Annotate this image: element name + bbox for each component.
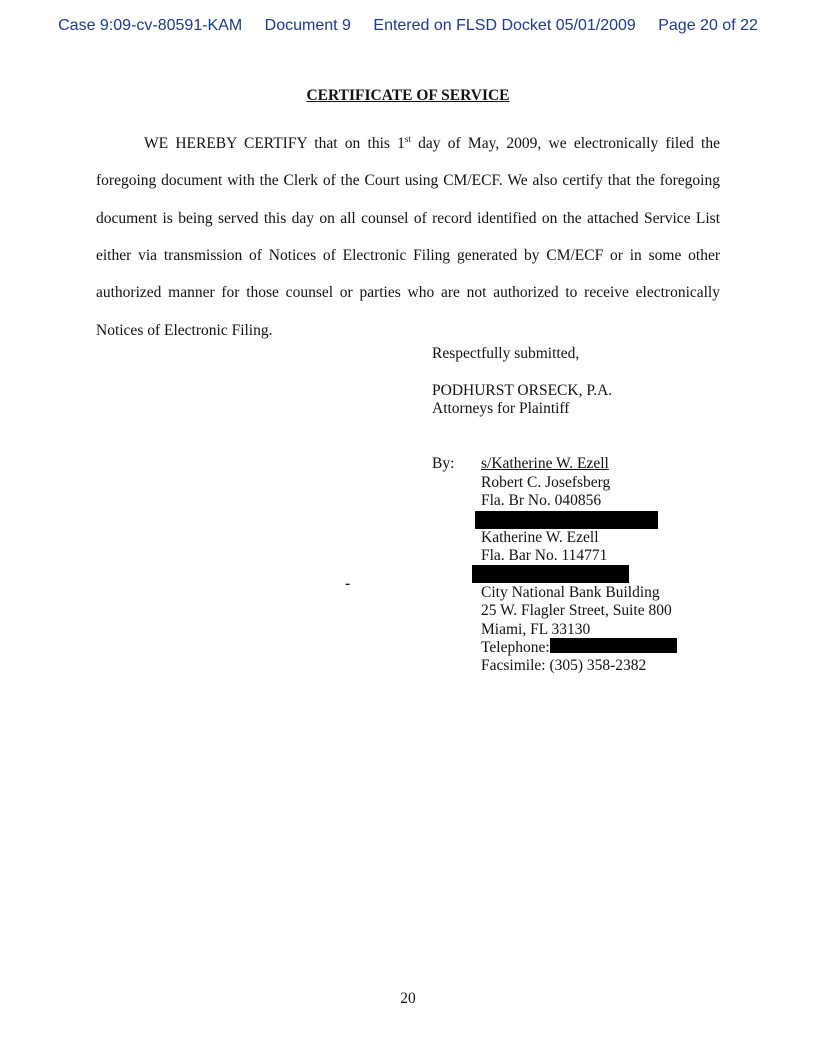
docket-header xyxy=(0,17,816,35)
page-indicator: Page 20 of 22 xyxy=(658,17,758,34)
firm-name: PODHURST ORSECK, P.A. xyxy=(432,382,613,399)
attorney2-bar: Fla. Bar No. 114771 xyxy=(481,547,608,564)
certificate-title: CERTIFICATE OF SERVICE xyxy=(306,87,510,104)
docket-entry: Entered on FLSD Docket 05/01/2009 xyxy=(373,17,636,34)
facsimile: Facsimile: (305) 358-2382 xyxy=(481,657,647,674)
firm-role: Attorneys for Plaintiff xyxy=(432,400,570,417)
redaction-bar xyxy=(475,511,658,529)
building-name: City National Bank Building xyxy=(481,584,660,601)
paragraph-start: WE HEREBY CERTIFY that on this 1 xyxy=(144,135,405,153)
attorney1-name: Robert C. Josefsberg xyxy=(481,474,611,491)
certificate-paragraph xyxy=(96,121,720,349)
document-number: Document 9 xyxy=(264,17,351,34)
electronic-signature: s/Katherine W. Ezell xyxy=(481,455,609,472)
street-address: 25 W. Flagler Street, Suite 800 xyxy=(481,602,672,619)
redaction-bar xyxy=(472,565,629,583)
redaction-bar xyxy=(550,638,677,653)
attorney2-name: Katherine W. Ezell xyxy=(481,529,599,546)
page-number: 20 xyxy=(400,990,416,1007)
telephone-label: Telephone: xyxy=(481,639,550,656)
ordinal-suffix: st xyxy=(404,134,411,144)
case-number: Case 9:09-cv-80591-KAM xyxy=(58,17,243,34)
attorney1-bar: Fla. Br No. 040856 xyxy=(481,492,602,509)
stray-mark: - xyxy=(345,575,351,592)
city-state-zip: Miami, FL 33130 xyxy=(481,621,591,638)
by-label: By: xyxy=(432,455,455,472)
closing-line: Respectfully submitted, xyxy=(432,345,580,362)
paragraph-rest: day of May, 2009, we electronically filed the foregoing document with the Clerk of the Court using CM/ECF. We also certify that the foregoing document is being served this day on all counsel of record identified on the attached Service List either via transmission of Notices of Electronic Filing generated by CM/ECF or in some other authorized manner for those counsel or parties who are not authorized to receive electronically Notices of Electronic Filing. xyxy=(96,135,720,339)
